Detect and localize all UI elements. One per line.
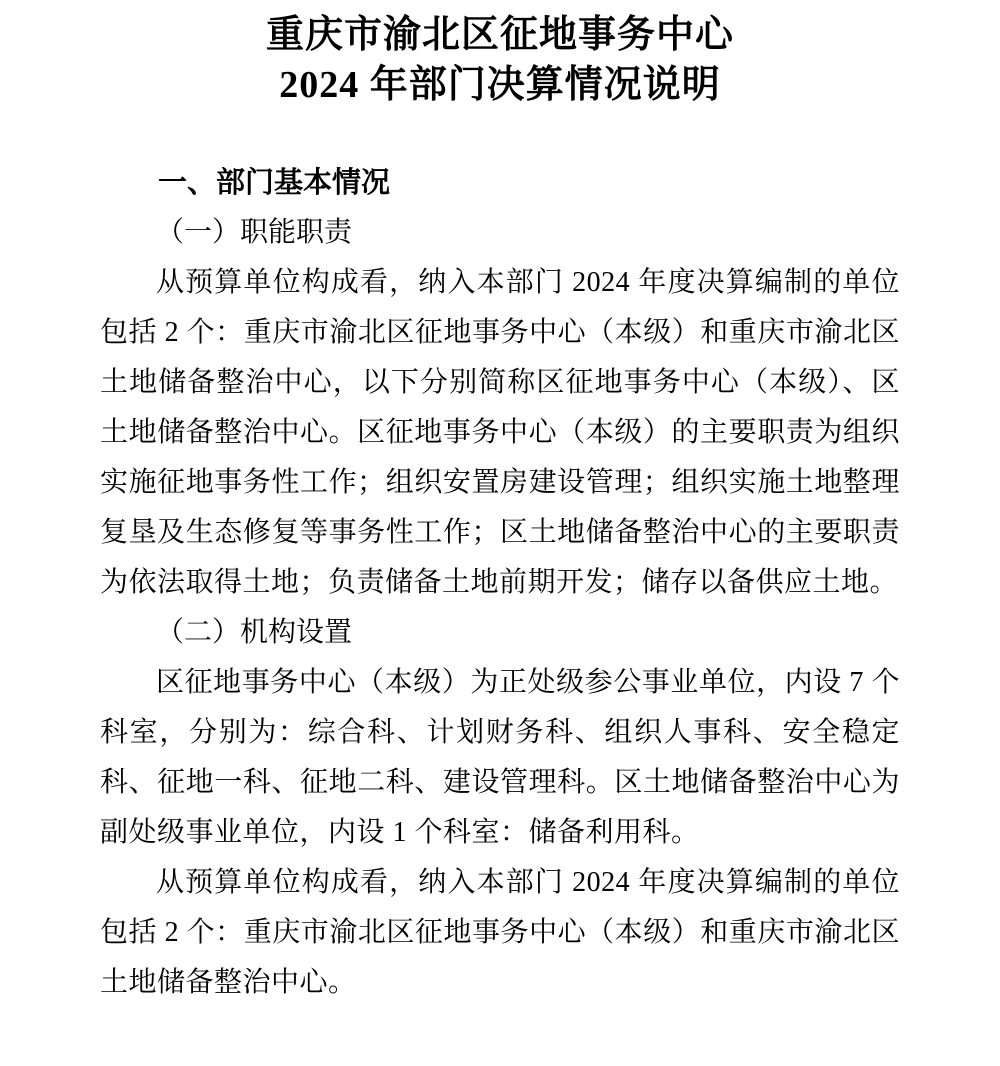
subsection-heading-organization: （二）机构设置 bbox=[156, 617, 353, 648]
paragraph-organization-structure: 区征地事务中心（本级）为正处级参公事业单位，内设 7 个科室，分别为：综合科、计划财务科、组织人事科、安全稳定科、征地一科、征地二科、建设管理科。区土地储备整治中心为副处级事业单位，内设 1 个科室：储备利用科。 bbox=[100, 667, 900, 848]
paragraph-budget-units: 从预算单位构成看，纳入本部门 2024 年度决算编制的单位包括 2 个：重庆市渝北区征地事务中心（本级）和重庆市渝北区土地储备整治中心。 bbox=[100, 867, 900, 998]
document-title bbox=[0, 0, 1000, 110]
document-body bbox=[100, 158, 900, 1008]
document-title-line2: 2024 年部门决算情况说明 bbox=[279, 64, 721, 106]
document-title-line1: 重庆市渝北区征地事务中心 bbox=[265, 14, 734, 56]
section-heading-basic-situation: 一、部门基本情况 bbox=[158, 167, 391, 199]
subsection-heading-duties: （一）职能职责 bbox=[156, 217, 353, 248]
paragraph-duties: 从预算单位构成看，纳入本部门 2024 年度决算编制的单位包括 2 个：重庆市渝北区征地事务中心（本级）和重庆市渝北区土地储备整治中心，以下分别简称区征地事务中心（本级）、区土地储备整治中心。区征地事务中心（本级）的主要职责为组织实施征地事务性工作；组织安置房建设管理；组织实施土地整理复垦及生态修复等事务性工作；区土地储备整治中心的主要职责为依法取得土地；负责储备土地前期开发；储存以备供应土地。 bbox=[100, 267, 900, 598]
